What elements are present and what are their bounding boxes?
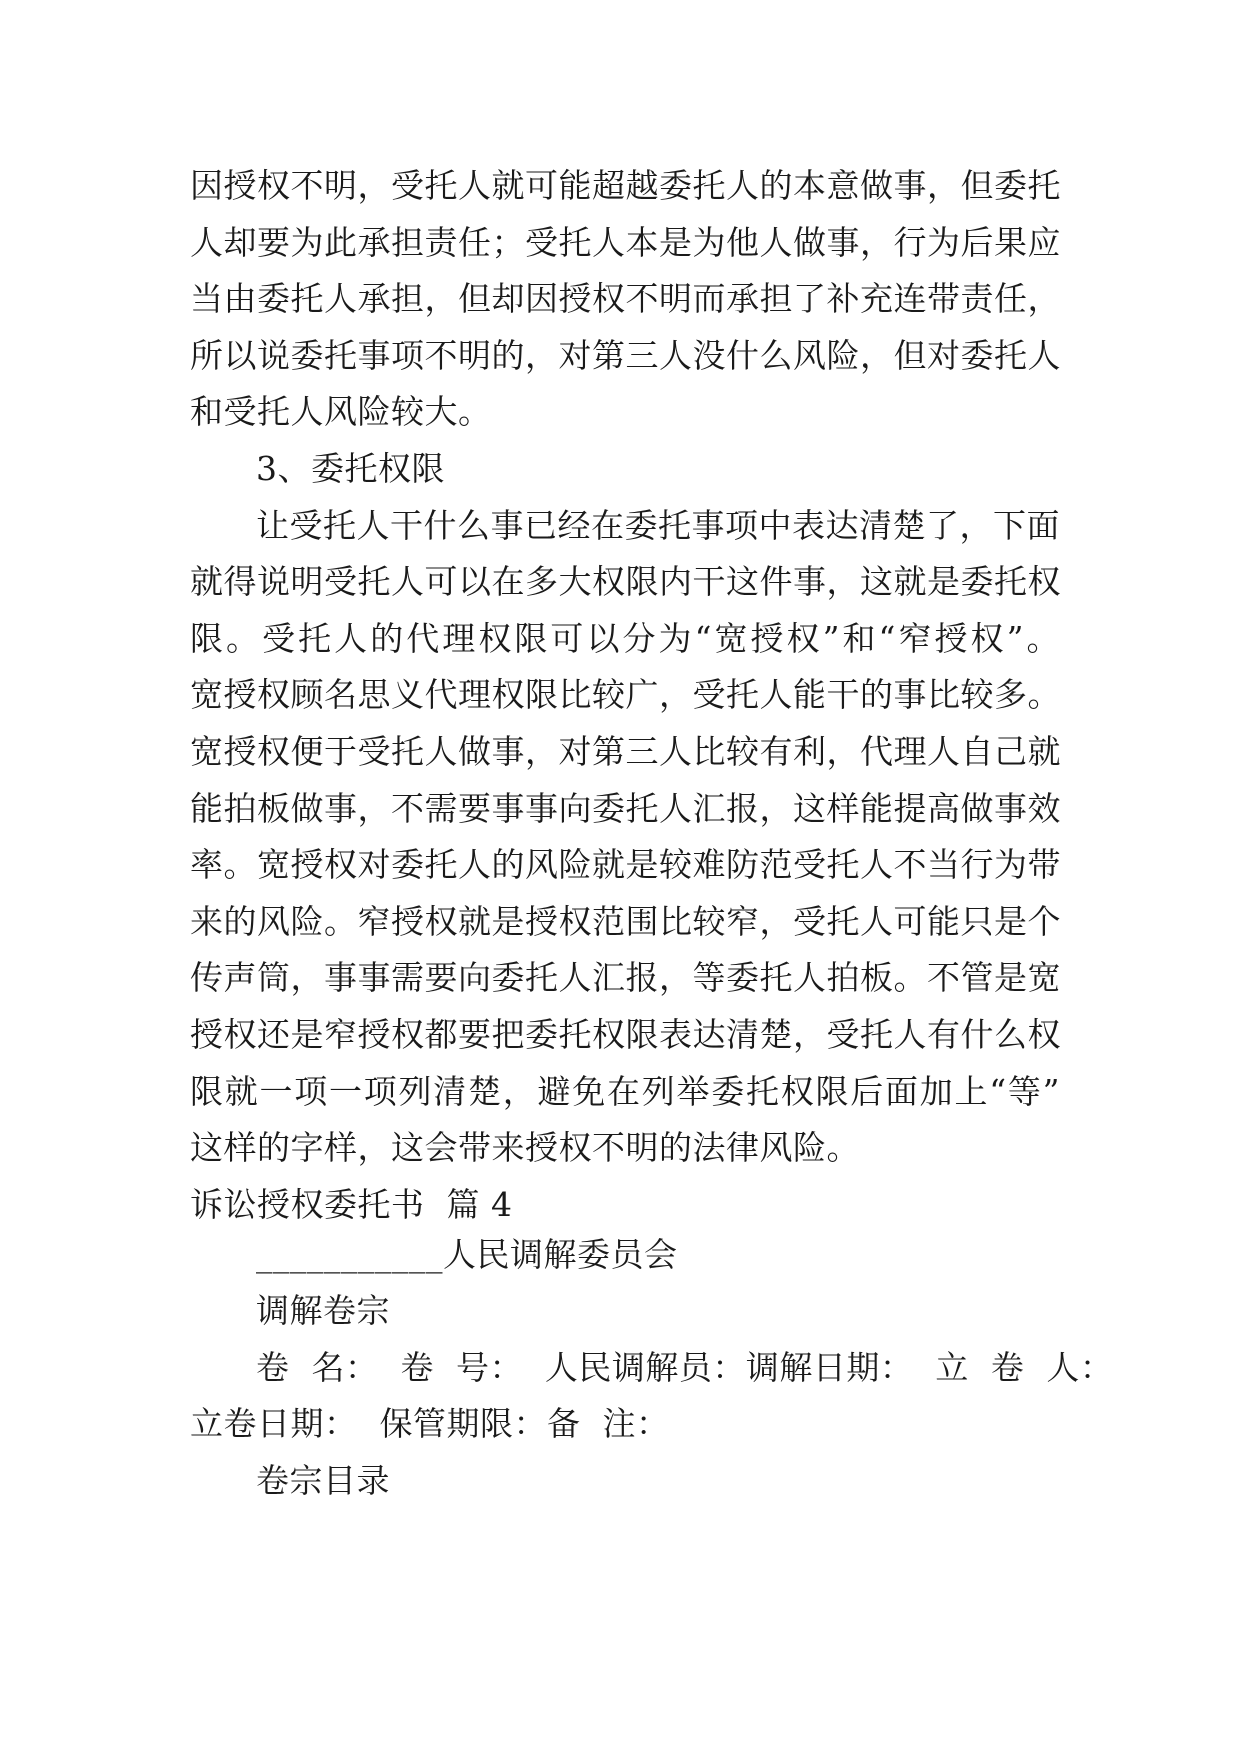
- text-line: 率。宽授权对委托人的风险就是较难防范受托人不当行为带: [190, 845, 1061, 885]
- text-line: 能拍板做事，不需要事事向委托人汇报，这样能提高做事效: [190, 788, 1061, 828]
- text-line: 所以说委托事项不明的，对第三人没什么风险，但对委托人: [190, 335, 1061, 375]
- paragraph-authority-scope: [190, 498, 1060, 1177]
- article-heading: 诉讼授权委托书 篇 4: [190, 1184, 513, 1224]
- text-line: 人却要为此承担责任；受托人本是为他人做事，行为后果应: [190, 222, 1061, 262]
- dossier-fields-line-1: 卷 名： 卷 号： 人民调解员：调解日期： 立 卷 人：: [256, 1347, 1114, 1387]
- dossier-contents-title: 卷宗目录: [256, 1461, 390, 1501]
- dossier-title: 调解卷宗: [256, 1291, 390, 1331]
- text-line: 这样的字样，这会带来授权不明的法律风险。: [190, 1128, 860, 1168]
- text-line: 宽授权便于受托人做事，对第三人比较有利，代理人自己就: [190, 731, 1061, 771]
- document-page: [190, 158, 1114, 1510]
- committee-line: ___________人民调解委员会: [256, 1234, 678, 1274]
- dossier-fields-line-2: 立卷日期： 保管期限：备 注：: [190, 1404, 670, 1444]
- text-line: 限。受托人的代理权限可以分为“宽授权”和“窄授权”。: [190, 618, 1060, 658]
- text-line: 当由委托人承担，但却因授权不明而承担了补充连带责任，: [190, 279, 1061, 319]
- text-line: 因授权不明，受托人就可能超越委托人的本意做事，但委托: [190, 166, 1061, 205]
- paragraph-authorization-risk: [190, 158, 1060, 441]
- text-line: 传声筒，事事需要向委托人汇报，等委托人拍板。不管是宽: [190, 958, 1061, 998]
- text-line: 授权还是窄授权都要把委托权限表达清楚，受托人有什么权: [190, 1014, 1061, 1054]
- text-line: 就得说明受托人可以在多大权限内干这件事，这就是委托权: [190, 562, 1061, 602]
- text-line: 让受托人干什么事已经在委托事项中表达清楚了，下面: [256, 505, 1060, 545]
- text-line: 宽授权顾名思义代理权限比较广，受托人能干的事比较多。: [190, 675, 1061, 715]
- text-line: 来的风险。窄授权就是授权范围比较窄，受托人可能只是个: [190, 901, 1061, 941]
- text-line: 限就一项一项列清楚，避免在列举委托权限后面加上“等”: [190, 1071, 1060, 1111]
- text-line: 和受托人风险较大。: [190, 392, 492, 432]
- section-title: 3、委托权限: [256, 448, 445, 488]
